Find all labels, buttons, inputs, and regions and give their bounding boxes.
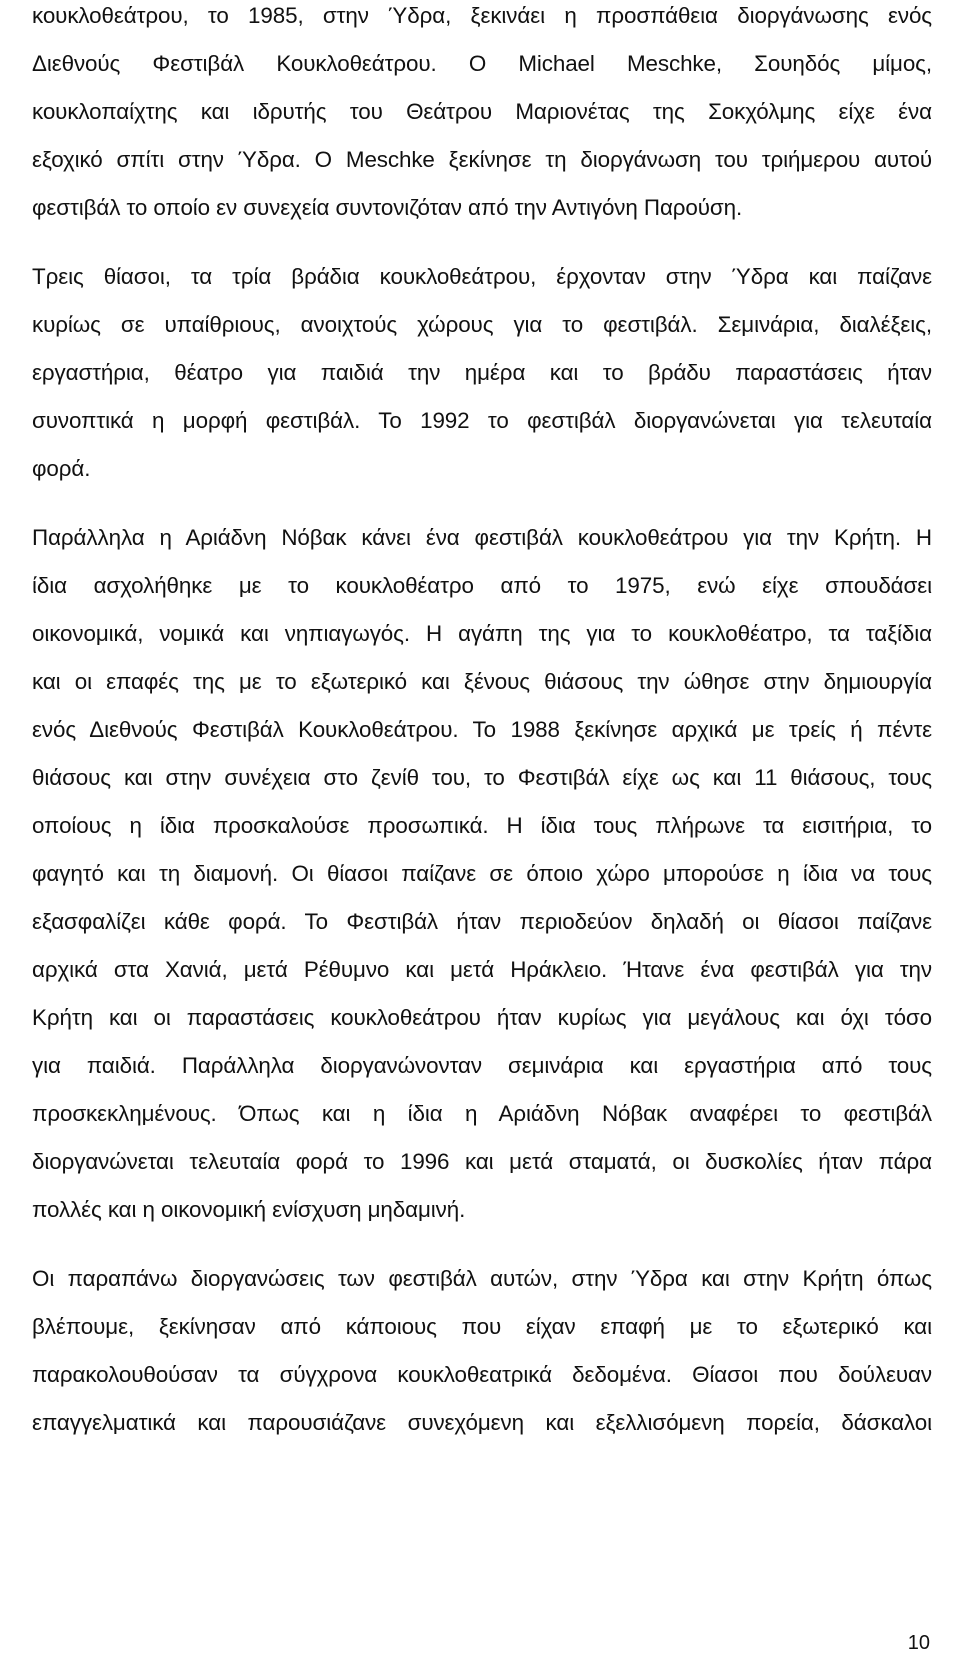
text-line: οικονομικά, νομικά και νηπιαγωγός. Η αγάπη της για το κουκλοθέατρο, τα ταξίδια: [32, 621, 932, 646]
text-line: κυρίως σε υπαίθριους, ανοιχτούς χώρους για το φεστιβάλ. Σεμινάρια, διαλέξεις,: [32, 312, 932, 337]
text-line: κουκλοπαίχτης και ιδρυτής του Θεάτρου Μαριονέτας της Σοκχόλμης είχε ένα: [32, 99, 932, 124]
text-line: κουκλοθεάτρου, το 1985, στην Ύδρα, ξεκινάει η προσπάθεια διοργάνωσης ενός: [32, 3, 932, 28]
page-number: 10: [907, 1632, 930, 1654]
text-line: Κρήτη και οι παραστάσεις κουκλοθεάτρου ήταν κυρίως για μεγάλους και όχι τόσο: [32, 1005, 932, 1030]
text-line: εργαστήρια, θέατρο για παιδιά την ημέρα και το βράδυ παραστάσεις ήταν: [32, 360, 932, 385]
text-line: Διεθνούς Φεστιβάλ Κουκλοθεάτρου. Ο Michael Meschke, Σουηδός μίμος,: [32, 51, 932, 76]
text-line: επαγγελματικά και παρουσιάζανε συνεχόμενη και εξελλισόμενη πορεία, δάσκαλοι: [32, 1410, 932, 1435]
text-line: και οι επαφές της με το εξωτερικό και ξένους θιάσους την ώθησε στην δημιουργία: [32, 669, 932, 694]
text-line: πολλές και η οικονομική ενίσχυση μηδαμινή.: [32, 1197, 466, 1222]
text-line: ενός Διεθνούς Φεστιβάλ Κουκλοθεάτρου. Το 1988 ξεκίνησε αρχικά με τρείς ή πέντε: [32, 717, 932, 742]
text-line: για παιδιά. Παράλληλα διοργανώνονταν σεμινάρια και εργαστήρια από τους: [32, 1053, 932, 1078]
text-line: αρχικά στα Χανιά, μετά Ρέθυμνο και μετά Ηράκλειο. Ήτανε ένα φεστιβάλ για την: [32, 957, 932, 982]
text-line: Τρεις θίασοι, τα τρία βράδια κουκλοθεάτρου, έρχονταν στην Ύδρα και παίζανε: [32, 264, 932, 289]
text-line: Οι παραπάνω διοργανώσεις των φεστιβάλ αυτών, στην Ύδρα και στην Κρήτη όπως: [32, 1266, 932, 1291]
text-line: εξοχικό σπίτι στην Ύδρα. Ο Meschke ξεκίνησε τη διοργάνωση του τριήμερου αυτού: [32, 147, 932, 172]
text-line: παρακολουθούσαν τα σύγχρονα κουκλοθεατρικά δεδομένα. Θίασοι που δούλευαν: [32, 1362, 932, 1387]
text-line: βλέπουμε, ξεκίνησαν από κάποιους που είχαν επαφή με το εξωτερικό και: [32, 1314, 932, 1339]
text-line: Παράλληλα η Αριάδνη Νόβακ κάνει ένα φεστιβάλ κουκλοθεάτρου για την Κρήτη. Η: [32, 525, 932, 550]
text-line: εξασφαλίζει κάθε φορά. Το Φεστιβάλ ήταν περιοδεύον δηλαδή οι θίασοι παίζανε: [32, 909, 932, 934]
text-line: ίδια ασχολήθηκε με το κουκλοθέατρο από το 1975, ενώ είχε σπουδάσει: [32, 573, 932, 598]
text-line: φορά.: [32, 456, 91, 481]
text-line: φαγητό και τη διαμονή. Οι θίασοι παίζανε σε όποιο χώρο μπορούσε η ίδια να τους: [32, 861, 932, 886]
document-page: [32, 0, 932, 1659]
text-line: θιάσους και στην συνέχεια στο ζενίθ του, το Φεστιβάλ είχε ως και 11 θιάσους, τους: [32, 765, 932, 790]
text-line: φεστιβάλ το οποίο εν συνεχεία συντονιζόταν από την Αντιγόνη Παρούση.: [32, 195, 743, 220]
text-line: προσκεκλημένους. Όπως και η ίδια η Αριάδνη Νόβακ αναφέρει το φεστιβάλ: [32, 1101, 932, 1126]
text-line: διοργανώνεται τελευταία φορά το 1996 και μετά σταματά, οι δυσκολίες ήταν πάρα: [32, 1149, 932, 1174]
text-line: συνοπτικά η μορφή φεστιβάλ. Το 1992 το φεστιβάλ διοργανώνεται για τελευταία: [32, 408, 932, 433]
text-line: οποίους η ίδια προσκαλούσε προσωπικά. Η ίδια τους πλήρωνε τα εισιτήρια, το: [32, 813, 932, 838]
